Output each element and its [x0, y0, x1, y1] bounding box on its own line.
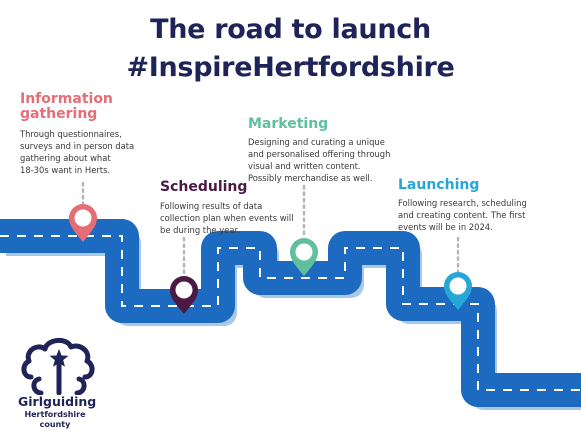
stage-title-line: Scheduling [160, 179, 248, 195]
stage-title-line: Information [20, 91, 113, 107]
stage-title-launching [398, 178, 479, 193]
desc-line: Following results of data [160, 201, 263, 211]
desc-line: events will be in 2024. [398, 221, 493, 232]
desc-line: Through questionnaires, [20, 129, 122, 139]
desc-line: collection plan when events will [160, 212, 294, 223]
page-title: The road to launch [150, 14, 431, 45]
stage-title-information-gathering [20, 92, 113, 123]
desc-line: gathering about what [20, 152, 111, 163]
desc-line: be during the year. [160, 224, 240, 235]
logo-subtitle-county-name: Hertfordshire [24, 410, 86, 419]
stage-desc-information-gathering [20, 129, 134, 177]
desc-line: surveys and in person data [20, 140, 135, 151]
trefoil-icon [14, 335, 104, 395]
stage-desc-launching [398, 198, 527, 234]
desc-line: and creating content. The first [398, 209, 526, 220]
stage-title-line: gathering [20, 106, 98, 123]
desc-line: Designing and curating a unique [248, 137, 385, 147]
logo-subtitle-county: county [39, 420, 71, 429]
stage-title-line: Marketing [248, 116, 329, 132]
page-hashtag: #InspireHertfordshire [126, 52, 455, 83]
desc-line: and personalised offering through [248, 148, 391, 159]
desc-line: Possibly merchandise as well. [248, 172, 373, 183]
desc-line: Following research, scheduling [398, 198, 527, 208]
logo-name: Girlguiding [18, 394, 97, 409]
stage-desc-scheduling [160, 201, 294, 237]
stage-title-marketing [248, 117, 328, 132]
desc-line: visual and written content. [248, 160, 361, 171]
stage-title-scheduling [160, 180, 247, 195]
stage-title-line: Launching [398, 177, 480, 193]
stage-desc-marketing [248, 137, 390, 185]
desc-line: 18-30s want in Herts. [20, 164, 111, 175]
